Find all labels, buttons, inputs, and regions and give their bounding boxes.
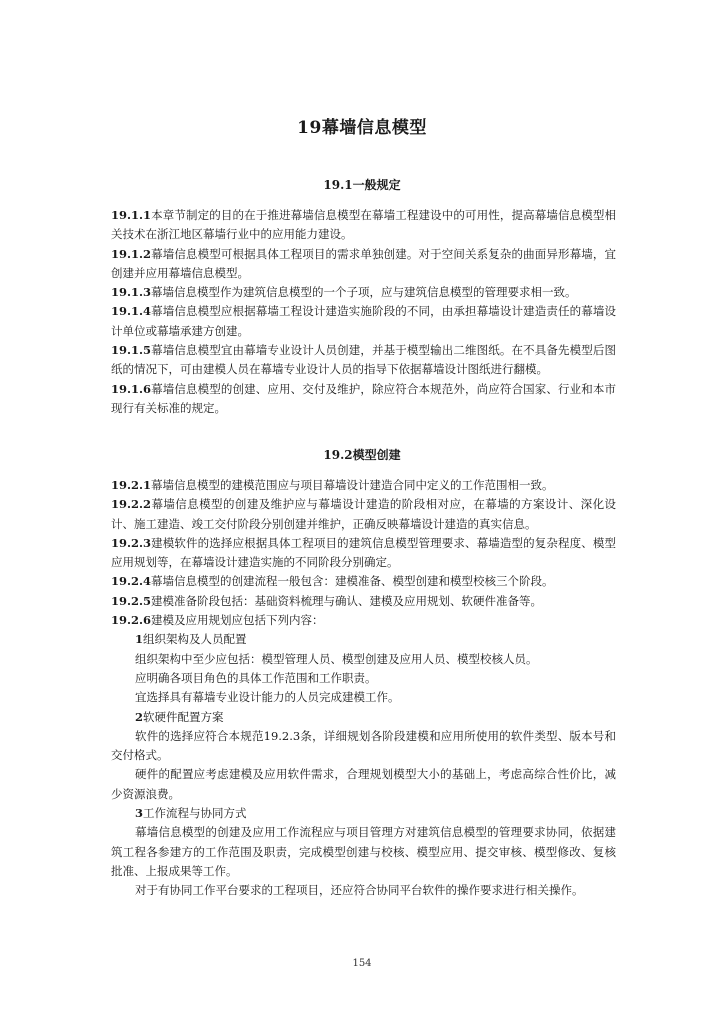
clause-text: 幕墙信息模型宜由幕墙专业设计人员创建，并基于模型输出二维图纸。在不具备先模型后图纸的情况下，可由建模人员在幕墙专业设计人员的指导下依据幕墙设计图纸进行翻模。 — [111, 343, 616, 377]
clause-text: 幕墙信息模型的创建、应用、交付及维护，除应符合本规范外，尚应符合国家、行业和本市现行有关标准的规定。 — [111, 381, 616, 415]
item-1-paragraph: 组织架构中至少应包括：模型管理人员、模型创建及应用人员、模型校核人员。 — [135, 651, 538, 666]
clause-number: 19.2.6 — [111, 613, 152, 628]
item-number: 3 — [135, 806, 144, 821]
clause-19-2-6 — [111, 611, 616, 630]
item-1-title — [111, 630, 616, 649]
clause-number: 19.1.6 — [111, 381, 152, 396]
clause-text: 建模及应用规划应包括下列内容： — [151, 613, 324, 628]
clause-text: 本章节制定的目的在于推进幕墙信息模型在幕墙工程建设中的可用性，提高幕墙信息模型相关技术在浙江地区幕墙行业中的应用能力建设。 — [111, 208, 616, 242]
item-title: 工作流程与协同方式 — [143, 806, 247, 821]
clause-number: 19.2.5 — [111, 593, 152, 608]
clause-number: 19.2.2 — [111, 497, 152, 512]
clause-19-1-5 — [111, 341, 616, 380]
clause-text: 建模准备阶段包括：基础资料梳理与确认、建模及应用规划、软硬件准备等。 — [151, 593, 543, 608]
clause-text: 幕墙信息模型作为建筑信息模型的一个子项，应与建筑信息模型的管理要求相一致。 — [151, 285, 577, 300]
item-number: 1 — [135, 632, 144, 647]
clause-number: 19.1.2 — [111, 246, 152, 261]
clause-text: 幕墙信息模型应根据幕墙工程设计建造实施阶段的不同，由承担幕墙设计建造责任的幕墙设计单位或幕墙承建方创建。 — [111, 304, 616, 338]
clause-19-1-2 — [111, 245, 616, 284]
item-3-paragraph: 对于有协同工作平台要求的工程项目，还应符合协同平台软件的操作要求进行相关操作。 — [135, 883, 584, 898]
item-3-title — [111, 804, 616, 823]
clause-number: 19.2.3 — [111, 535, 152, 550]
clause-19-2-2 — [111, 495, 616, 534]
clause-number: 19.1.1 — [111, 208, 152, 222]
clause-text: 建模软件的选择应根据具体工程项目的建筑信息模型管理要求、幕墙造型的复杂程度、模型应用规划等，在幕墙设计建造实施的不同阶段分别确定。 — [111, 535, 616, 570]
clause-number: 19.2.4 — [111, 574, 152, 589]
item-2-paragraph: 硬件的配置应考虑建模及应用软件需求，合理规划模型大小的基础上，考虑高综合性价比，减少资源浪费。 — [111, 767, 616, 801]
section-heading-19-2: 19.2模型创建 — [323, 448, 401, 462]
clause-19-2-1 — [111, 476, 616, 495]
section-19-1-body — [111, 206, 616, 418]
clause-number: 19.1.5 — [111, 343, 152, 358]
clause-text: 幕墙信息模型可根据具体工程项目的需求单独创建。对于空间关系复杂的曲面异形幕墙，宜创建并应用幕墙信息模型。 — [111, 246, 616, 280]
page-title: 19幕墙信息模型 — [297, 118, 427, 138]
clause-number: 19.1.3 — [111, 285, 152, 300]
clause-text: 幕墙信息模型的创建流程一般包含：建模准备、模型创建和模型校核三个阶段。 — [151, 574, 554, 589]
item-title: 组织架构及人员配置 — [143, 632, 247, 647]
clause-19-2-5 — [111, 592, 616, 611]
clause-text: 幕墙信息模型的创建及维护应与幕墙设计建造的阶段相对应，在幕墙的方案设计、深化设计、施工建造、竣工交付阶段分别创建并维护，正确反映幕墙设计建造的真实信息。 — [111, 497, 616, 531]
page-number: 154 — [352, 958, 372, 969]
item-number: 2 — [135, 709, 144, 724]
item-1-paragraph: 应明确各项目角色的具体工作范围和工作职责。 — [135, 670, 377, 685]
item-3-paragraph: 幕墙信息模型的创建及应用工作流程应与项目管理方对建筑信息模型的管理要求协同，依据建筑工程各参建方的工作范围及职责，完成模型创建与校核、模型应用、提交审核、模型修改、复核批准、上报成果等工作。 — [111, 825, 616, 878]
clause-19-1-1 — [111, 206, 616, 245]
clause-19-1-4 — [111, 302, 616, 341]
clause-19-1-3 — [111, 283, 616, 302]
section-heading-19-1: 19.1一般规定 — [323, 178, 401, 192]
section-19-2-body — [111, 476, 616, 901]
item-title: 软硬件配置方案 — [143, 709, 224, 724]
item-1-paragraph: 宜选择具有幕墙专业设计能力的人员完成建模工作。 — [135, 690, 400, 705]
item-2-paragraph: 软件的选择应符合本规范19.2.3条，详细规划各阶段建模和应用所使用的软件类型、版本号和交付格式。 — [111, 728, 616, 763]
clause-number: 19.2.1 — [111, 478, 152, 492]
clause-text: 幕墙信息模型的建模范围应与项目幕墙设计建造合同中定义的工作范围相一致。 — [151, 478, 554, 492]
clause-19-2-3 — [111, 534, 616, 573]
clause-19-2-4 — [111, 572, 616, 591]
clause-number: 19.1.4 — [111, 304, 152, 319]
item-2-title — [111, 708, 616, 727]
clause-19-1-6 — [111, 380, 616, 419]
